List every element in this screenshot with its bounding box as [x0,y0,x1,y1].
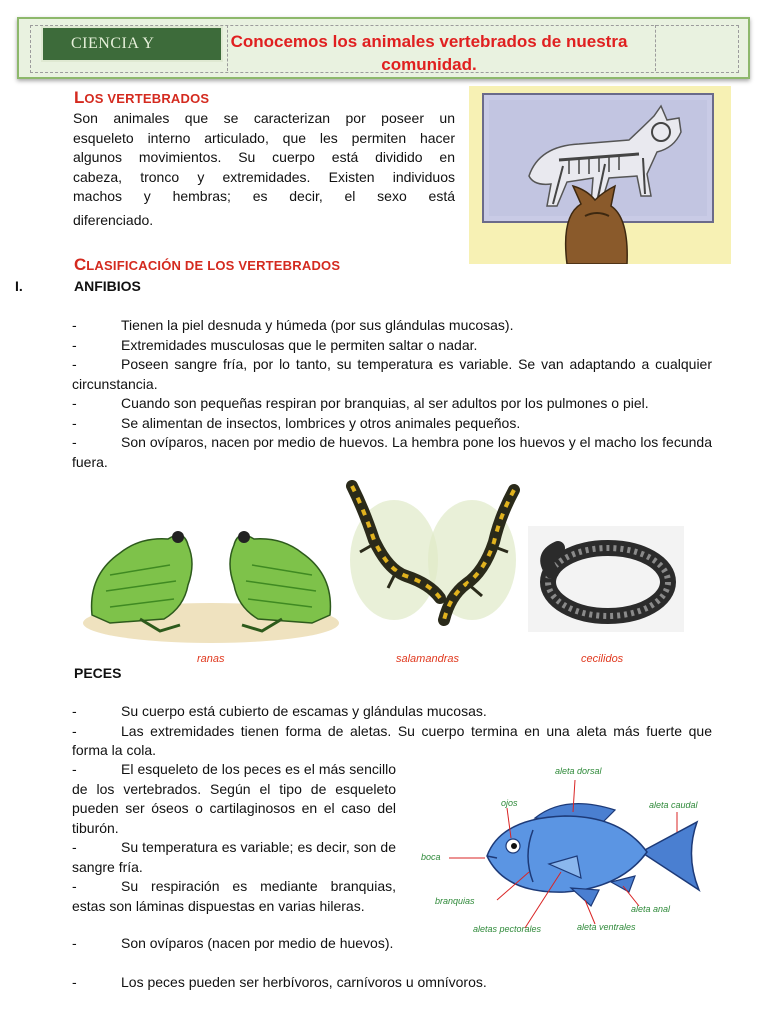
header-banner [17,17,750,79]
dash-bullet: - [72,317,77,333]
dash-bullet: - [72,839,77,855]
list-item [72,702,712,722]
list-item-text: Poseen sangre fría, por lo tanto, su temperatura es variable. Se van adaptando a cualquier circunstancia. [72,356,712,392]
list-item [72,394,712,414]
list-item [72,722,712,761]
list-item-text: Tienen la piel desnuda y húmeda (por sus glándulas mucosas). [121,317,514,333]
page-title-line-1: Conocemos los animales vertebrados de nuestra [230,32,628,51]
list-item-text: Se alimentan de insectos, lombrices y otros animales pequeños. [121,414,521,431]
fish-label-branquias: branquias [435,896,475,906]
fish-diagram [415,760,715,945]
list-item [72,838,396,877]
list-item-text: Su cuerpo está cubierto de escamas y glándulas mucosas. [121,703,487,719]
dash-bullet: - [72,395,77,411]
list-item-text: Son ovíparos, nacen por medio de huevos. La hembra pone los huevos y el macho los fecunda fuera. [72,434,712,470]
list-item-text: Las extremidades tienen forma de aletas. Su cuerpo termina en una aleta más fuerte que forma la cola. [72,722,712,758]
salamanders-illustration [344,480,524,630]
list-item-text: Su respiración es mediante branquias, estas son láminas dispuestas en varias hileras. [72,878,396,914]
section-title-peces: PECES [74,665,122,681]
list-item-text: Son ovíparos (nacen por medio de huevos). [121,935,394,951]
dash-bullet: - [72,703,77,719]
dash-bullet: - [72,974,77,990]
fish-label-anal: aleta anal [631,904,671,914]
subject-badge: CIENCIA Y [41,26,223,62]
list-item [72,336,712,356]
banner-divider [655,25,656,71]
dash-bullet: - [72,761,77,777]
page-title-line-2: comunidad. [381,55,477,74]
list-item [72,316,712,336]
list-item-text: Extremidades musculosas que le permiten saltar o nadar. [121,336,478,353]
dash-bullet: - [72,434,77,450]
section-heading-vertebrados [74,88,209,108]
dash-bullet: - [72,336,77,353]
dash-bullet: - [72,722,77,739]
list-item [72,760,396,838]
list-item-text: El esqueleto de los peces es el más sencillo de los vertebrados. Según el tipo de esqueleto pueden ser óseos o cartilaginosos en el caso del tiburón. [72,761,396,836]
fish-label-boca: boca [421,852,441,862]
dash-bullet: - [72,935,77,951]
list-item [72,414,712,434]
list-item [72,877,396,916]
heading-rest: OS VERTEBRADOS [84,91,210,106]
fish-label-caudal: aleta caudal [649,800,698,810]
fish-label-pectorales: aletas pectorales [473,924,542,934]
list-item [72,433,712,472]
list-item [72,973,712,993]
dash-bullet: - [72,356,77,372]
roman-numeral: I. [15,278,23,294]
intro-line: algunos movimientos. Su cuerpo está dividido en [73,149,455,165]
dash-bullet: - [72,878,77,894]
dash-bullet: - [72,414,77,431]
caption-ranas: ranas [197,653,225,665]
caption-cecilidos: cecilidos [581,653,624,665]
section-heading-clasificacion [74,255,340,275]
list-item [72,355,712,394]
intro-line: diferenciado. [73,211,154,228]
fish-label-ventrales: aleta ventrales [577,922,636,932]
heading-rest: LASIFICACIÓN DE LOS VERTEBRADOS [86,258,341,273]
heading-initial: C [74,255,87,274]
list-item-text: Su temperatura es variable; es decir, son de sangre fría. [72,839,396,875]
intro-line: machos y hembras; es decir, el sexo está [73,188,455,204]
intro-line: Son animales que se caracterizan por poseer un [73,110,455,126]
fish-label-dorsal: aleta dorsal [555,766,602,776]
list-item [72,934,396,954]
heading-initial: L [74,88,85,107]
intro-line: cabeza, tronco y extremidades. Existen individuos [73,168,455,185]
list-item-text: Cuando son pequeñas respiran por branquias, al ser adultos por los pulmones o piel. [121,395,649,411]
intro-paragraph [73,109,455,230]
page-title [219,30,639,76]
list-item-text: Los peces pueden ser herbívoros, carnívoros u omnívoros. [121,974,487,990]
dog-skeleton-illustration [469,86,731,264]
section-title-anfibios: ANFIBIOS [74,278,141,294]
caecilian-illustration [528,526,684,632]
frogs-illustration [80,515,342,645]
intro-line: esqueleto interno articulado, que les permiten hacer [73,129,455,146]
caption-salamandras: salamandras [396,653,459,665]
fish-label-ojos: ojos [501,798,518,808]
